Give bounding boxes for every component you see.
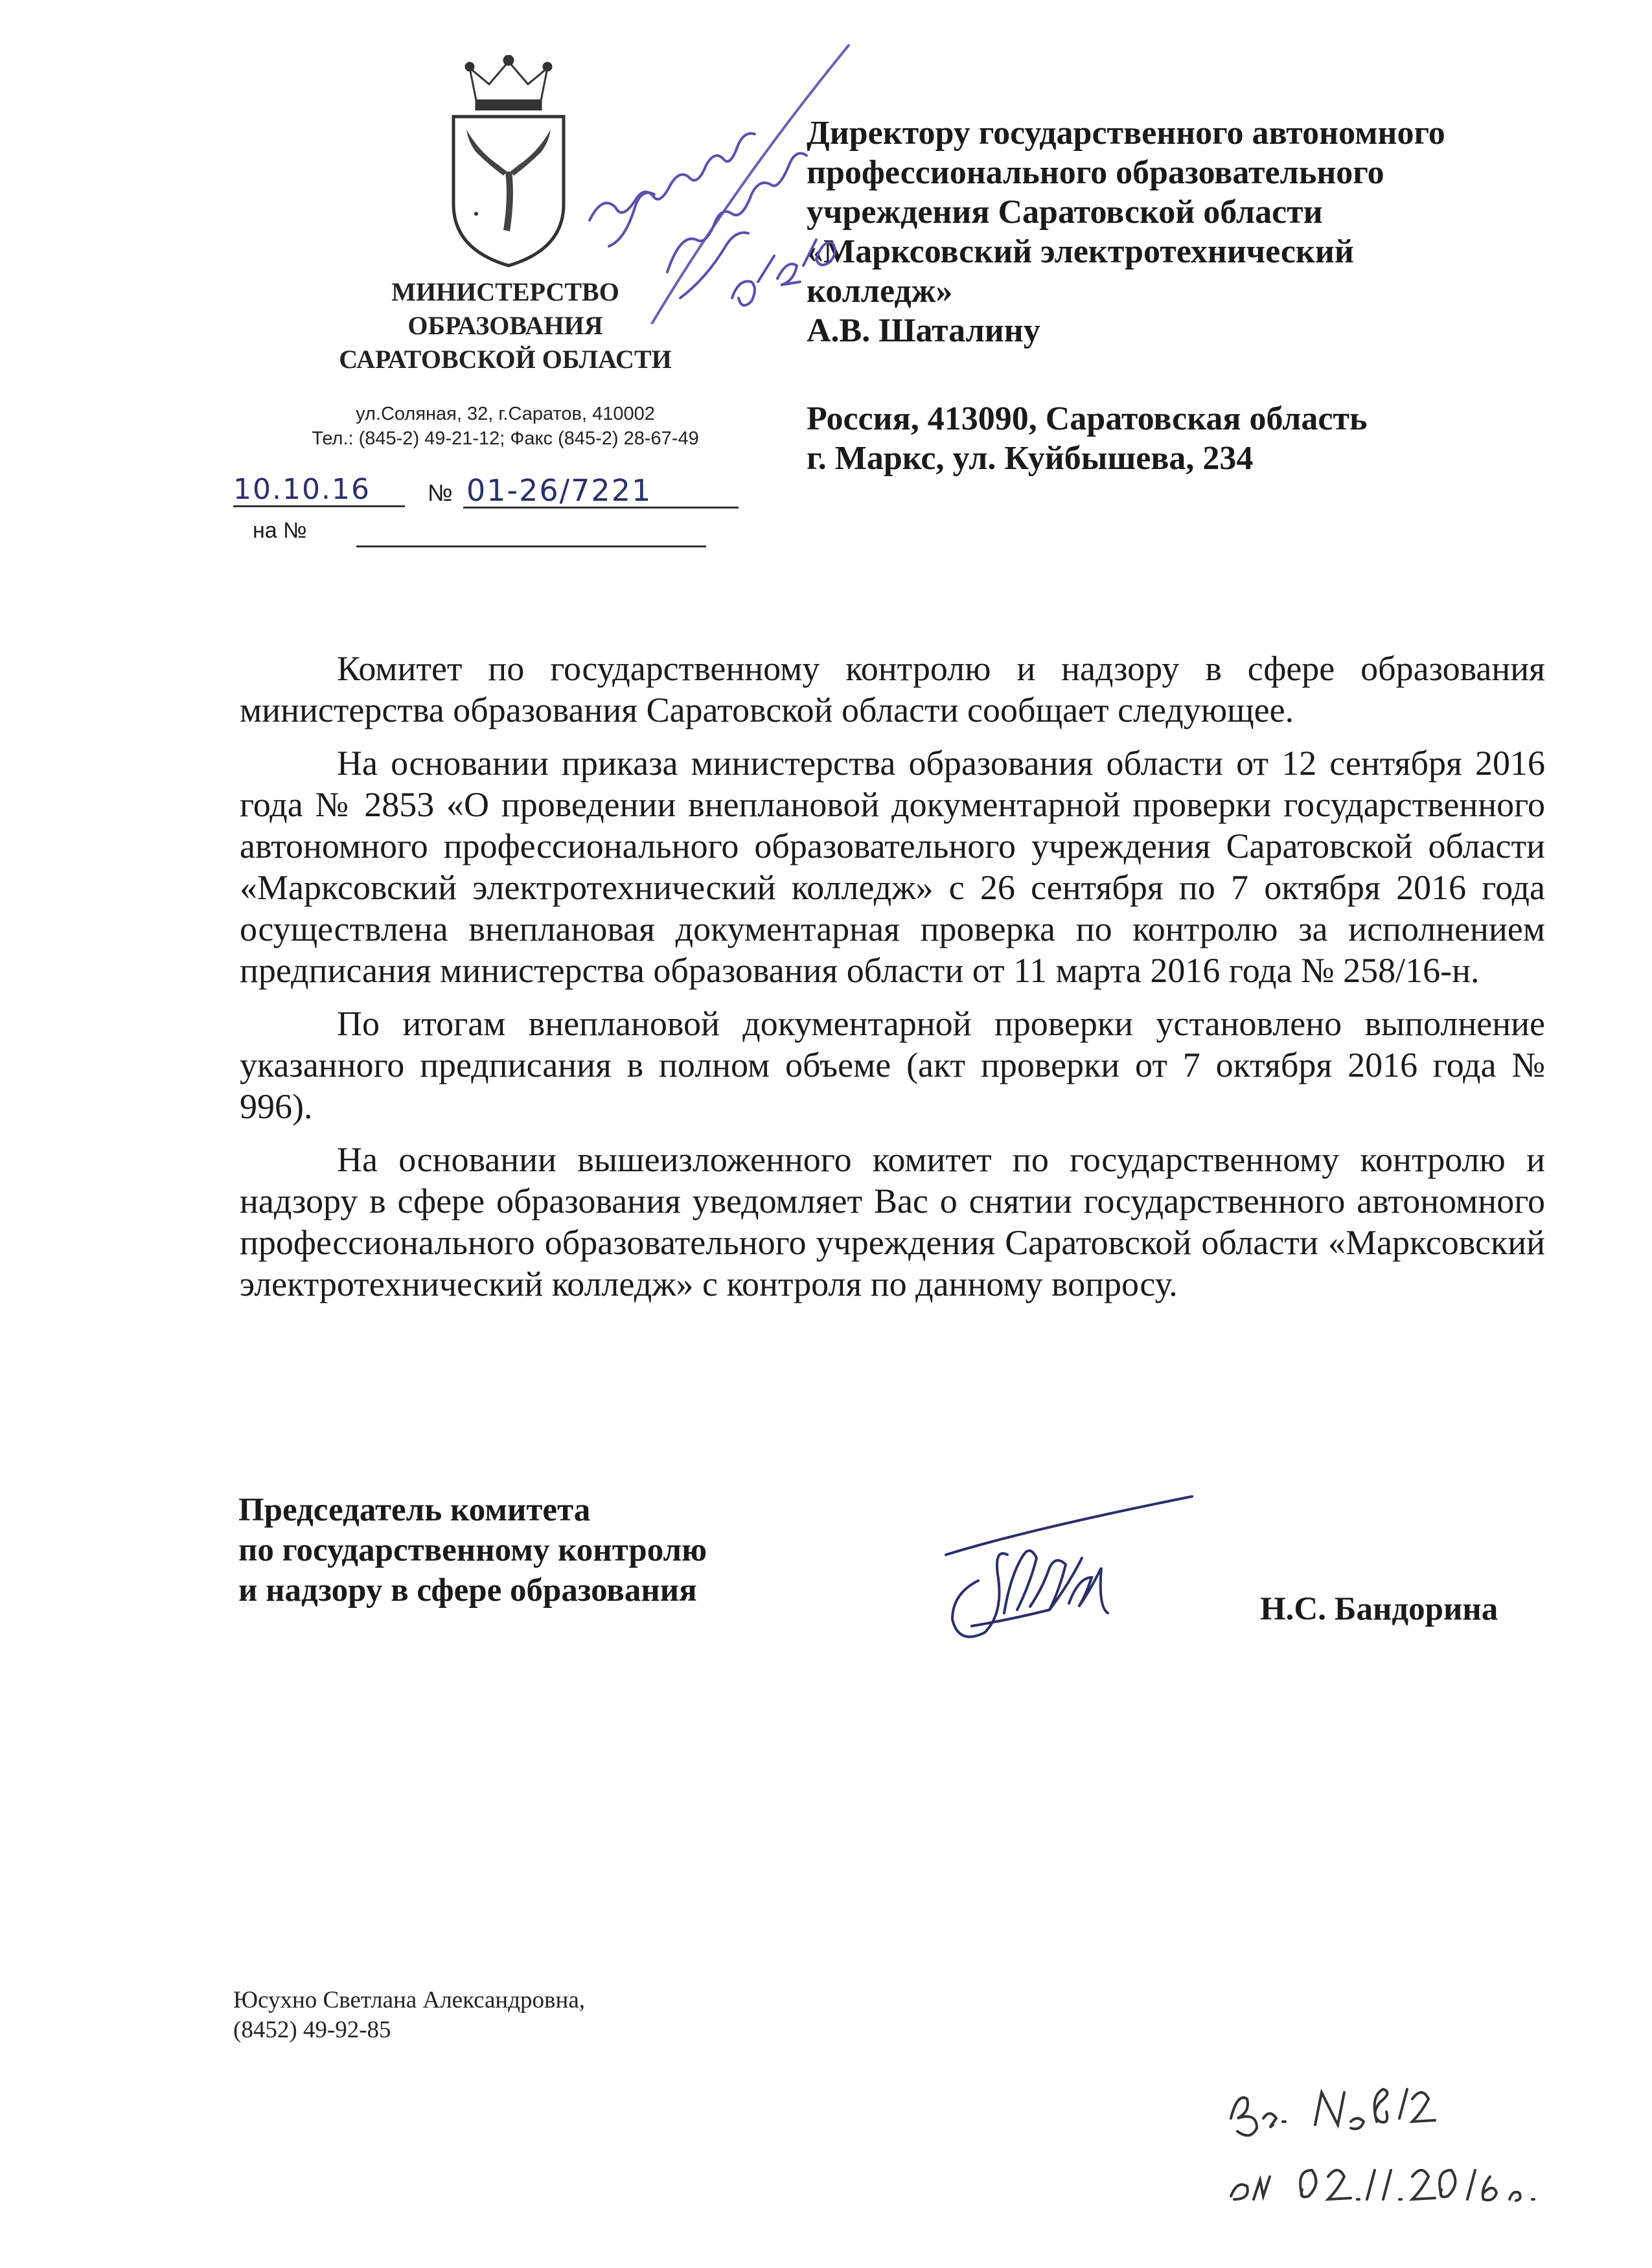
addressee-line: колледж» xyxy=(807,273,953,310)
addressee-line: Директору государственного автономного xyxy=(807,115,1445,152)
registration-number-label: № xyxy=(428,479,453,506)
signatory-title-line: и надзору в сфере образования xyxy=(238,1572,697,1609)
ministry-line-2: ОБРАЗОВАНИЯ xyxy=(407,311,603,340)
reply-to-underline xyxy=(356,545,706,547)
handwritten-resolution xyxy=(570,26,868,324)
registration-date: 10.10.16 xyxy=(233,473,371,506)
date-underline xyxy=(233,505,405,507)
registration-row xyxy=(233,473,739,518)
ministry-phone: Тел.: (845-2) 49-21-12; Факс (845-2) 28-67-49 xyxy=(312,428,699,449)
signatory-name: Н.С. Бандорина xyxy=(1260,1591,1498,1627)
addressee-line: профессионального образовательного xyxy=(807,154,1384,191)
addressee-line: «Марксовский электротехнический xyxy=(807,233,1354,270)
number-underline xyxy=(463,507,739,509)
ministry-line-1: МИНИСТЕРСТВО xyxy=(391,277,619,306)
incoming-registration-mark xyxy=(1218,2067,1581,2222)
signatory-title-line: по государственному контролю xyxy=(238,1532,707,1568)
addressee-line: учреждения Саратовской области xyxy=(807,194,1323,231)
signatory-title-line: Председатель комитета xyxy=(238,1492,591,1528)
handwritten-signature xyxy=(933,1483,1205,1652)
body-paragraph: На основании приказа министерства образования области от 12 сентября 2016 года № 2853 «О проведении внеплановой документарной проверки государственного автономного профессионального образовательного учреждения Саратовской области «Марксовский электротехнический колледж» с 26 сентября по 7 октября 2016 года осуществлена внеплановая документарная проверка по контролю за исполнением предписания министерства образования области от 11 марта 2016 года № 258/16-н. xyxy=(240,744,1545,990)
addressee-address-line: Россия, 413090, Саратовская область xyxy=(807,400,1368,437)
letter-body xyxy=(240,648,1545,1316)
registration-number: 01-26/7221 xyxy=(466,473,652,508)
body-paragraph: На основании вышеизложенного комитет по государственному контролю и надзору в сфере образования уведомляет Вас о снятии государственного автономного профессионального образовательного учреждения Саратовской области «Марксовский электротехнический колледж» с контроля по данному вопросу. xyxy=(240,1140,1545,1303)
executor-phone: (8452) 49-92-85 xyxy=(233,2017,391,2043)
body-paragraph: Комитет по государственному контролю и надзору в сфере образования министерства образования Саратовской области сообщает следующее. xyxy=(240,649,1545,729)
addressee-name: А.В. Шаталину xyxy=(807,312,1040,349)
reply-to-row xyxy=(253,518,719,557)
executor-info xyxy=(233,1986,585,2045)
body-paragraph: По итогам внеплановой документарной проверки установлено выполнение указанного предписания в полном объеме (акт проверки от 7 октября 2016 года № 996). xyxy=(240,1004,1545,1126)
ministry-address: ул.Соляная, 32, г.Саратов, 410002 xyxy=(356,404,655,424)
ministry-line-3: САРАТОВСКОЙ ОБЛАСТИ xyxy=(339,345,672,374)
executor-name: Юсухно Светлана Александровна, xyxy=(233,1987,586,2013)
ministry-contacts xyxy=(272,402,739,451)
reply-to-label: на № xyxy=(253,518,307,543)
addressee-address-line: г. Маркс, ул. Куйбышева, 234 xyxy=(807,440,1254,477)
addressee-spacer xyxy=(807,350,1565,399)
addressee-block xyxy=(807,113,1565,478)
coat-of-arms-icon xyxy=(431,55,586,269)
signatory-title xyxy=(238,1490,707,1610)
